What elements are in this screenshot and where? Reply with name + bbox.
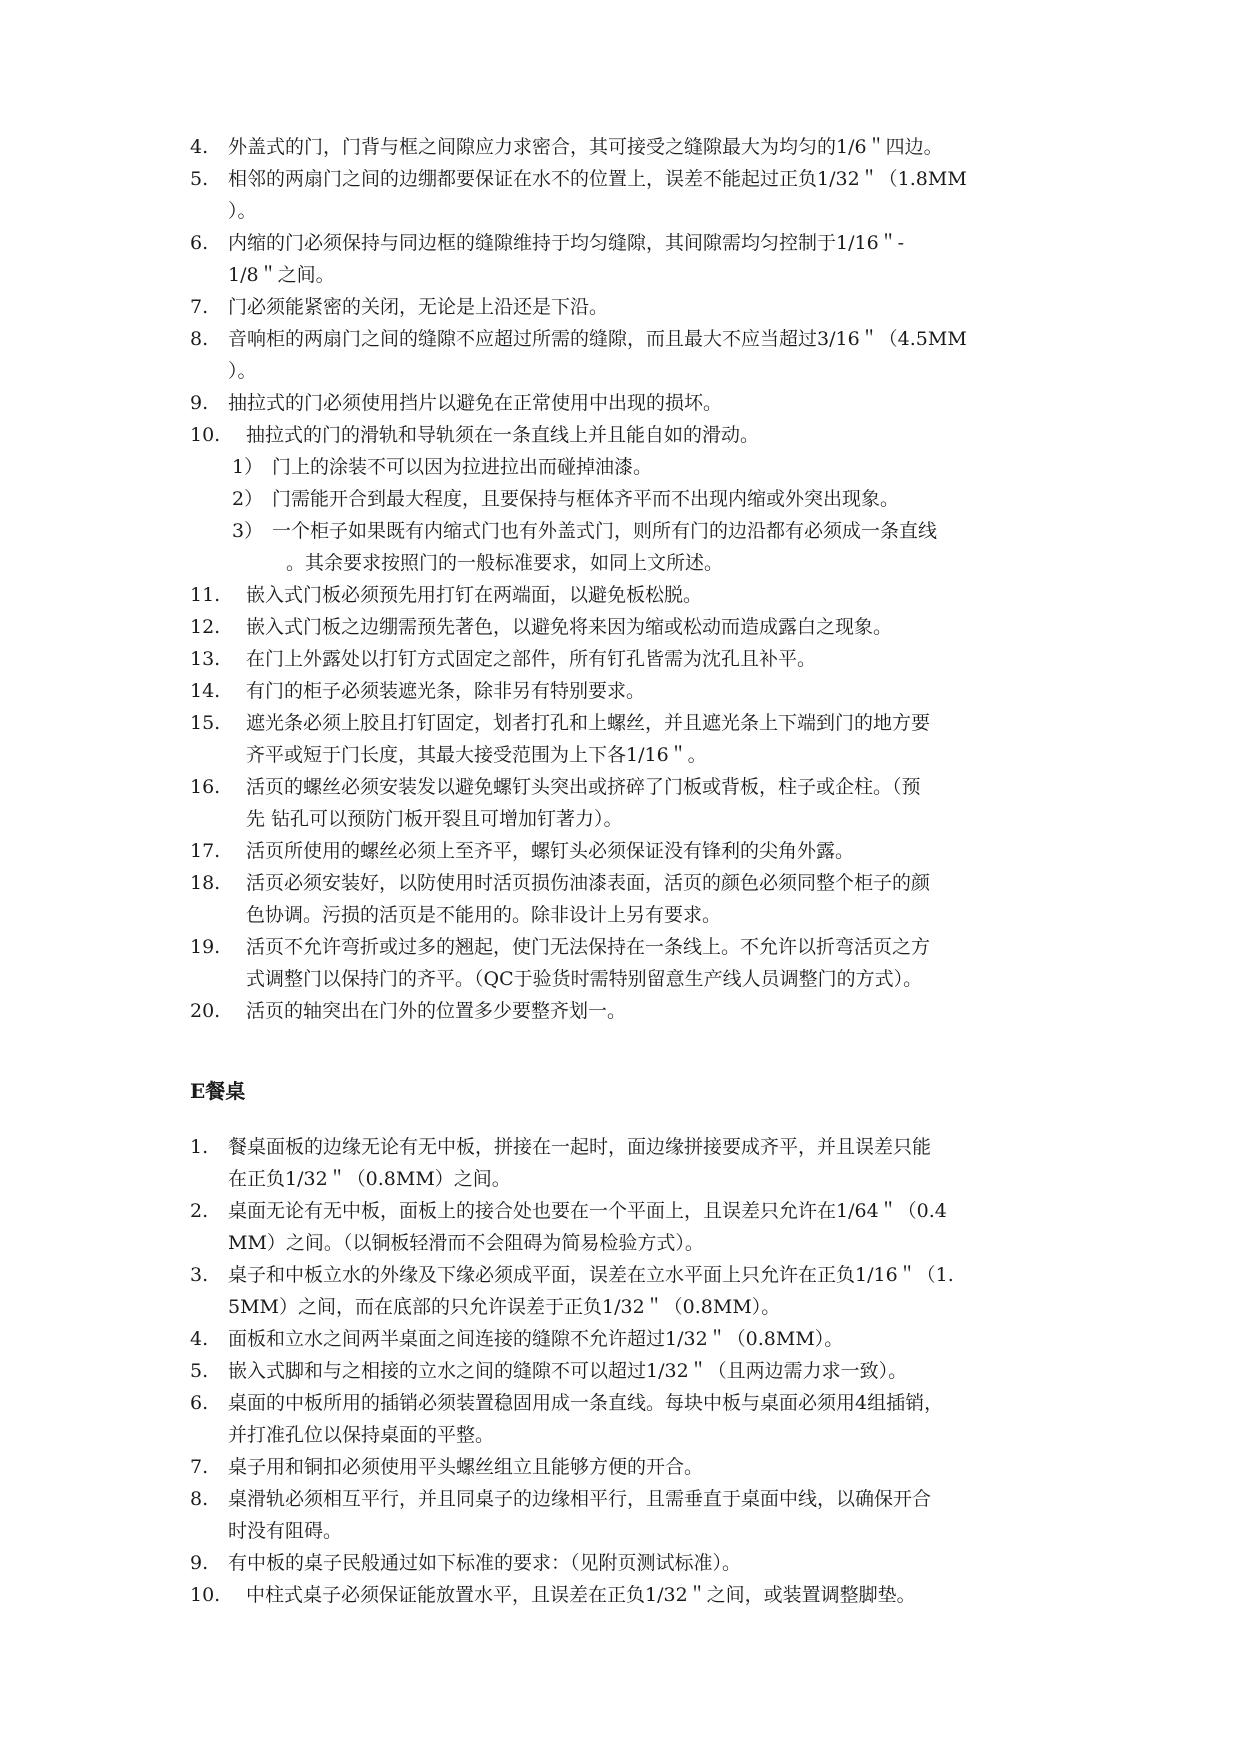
item-text: 内缩的门必须保持与同边框的缝隙维持于均匀缝隙，其间隙需均匀控制于1/16＂- xyxy=(228,232,905,254)
item-text-continued: ）。 xyxy=(228,360,257,382)
item-number: 10. xyxy=(190,424,221,446)
item-text: 抽拉式的门必须使用挡片以避免在正常使用中出现的损坏。 xyxy=(228,392,723,414)
item-number: 9. xyxy=(190,1552,209,1574)
list-item xyxy=(190,1323,1088,1355)
item-number: 14. xyxy=(190,680,221,702)
item-text: 嵌入式门板之边绷需预先著色，以避免将来因为缩或松动而造成露白之现象。 xyxy=(246,616,893,638)
list-item xyxy=(190,291,1088,323)
sub-item-text-continued: 。其余要求按照门的一般标准要求，如同上文所述。 xyxy=(286,552,724,574)
list-item xyxy=(190,931,1106,995)
item-number: 11. xyxy=(190,584,221,606)
item-text-continued: 先 钻孔可以预防门板开裂且可增加钉著力）。 xyxy=(246,808,623,830)
list-item xyxy=(190,1355,1088,1387)
list-item xyxy=(190,1579,1106,1611)
item-number: 15. xyxy=(190,712,221,734)
item-text: 桌子和中板立水的外缘及下缘必须成平面，误差在立水平面上只允许在正负1/16＂（1. xyxy=(228,1264,954,1286)
list-item xyxy=(190,675,1106,707)
list-item xyxy=(190,1451,1088,1483)
sliding-door-sub-list xyxy=(190,451,1088,579)
sub-item-number: 2） xyxy=(232,488,264,510)
item-text: 活页所使用的螺丝必须上至齐平，螺钉头必须保证没有锋利的尖角外露。 xyxy=(246,840,855,862)
dining-table-requirements-list xyxy=(190,1131,1106,1611)
list-item xyxy=(190,323,1088,387)
item-text: 门必须能紧密的关闭，无论是上沿还是下沿。 xyxy=(228,296,609,318)
list-item xyxy=(190,771,1106,835)
sub-list-item xyxy=(190,515,1088,579)
item-text: 活页的轴突出在门外的位置多少要整齐划一。 xyxy=(246,1000,627,1022)
item-number: 4. xyxy=(190,136,209,158)
item-text: 抽拉式的门的滑轨和导轨须在一条直线上并且能自如的滑动。 xyxy=(246,424,760,446)
section-title: E餐桌 xyxy=(190,1079,246,1103)
item-number: 10. xyxy=(190,1584,221,1606)
item-text: 桌面无论有无中板，面板上的接合处也要在一个平面上，且误差只允许在1/64＂（0.4 xyxy=(228,1200,947,1222)
item-number: 1. xyxy=(190,1136,209,1158)
item-number: 20. xyxy=(190,1000,221,1022)
item-text-continued: 齐平或短于门长度，其最大接受范围为上下各1/16＂。 xyxy=(246,744,707,766)
list-item xyxy=(190,1195,1088,1259)
item-text: 餐桌面板的边缘无论有无中板，拼接在一起时，面边缘拼接要成齐平，并且误差只能 xyxy=(228,1136,932,1158)
item-number: 2. xyxy=(190,1200,209,1222)
item-text-continued: 时没有阻碍。 xyxy=(228,1520,343,1542)
list-item xyxy=(190,227,1088,291)
item-text-continued: 5MM）之间，而在底部的只允许误差于正负1/32＂（0.8MM）。 xyxy=(228,1296,781,1318)
item-text-continued: 1/8＂之间。 xyxy=(228,264,335,286)
list-item xyxy=(190,643,1106,675)
item-number: 12. xyxy=(190,616,221,638)
sub-item-text: 门需能开合到最大程度，且要保持与框体齐平而不出现内缩或外突出现象。 xyxy=(272,488,900,510)
item-text-continued: ）。 xyxy=(228,200,257,222)
item-text: 面板和立水之间两半桌面之间连接的缝隙不允许超过1/32＂（0.8MM）。 xyxy=(228,1328,844,1350)
sub-item-number: 3） xyxy=(232,520,264,542)
item-number: 6. xyxy=(190,1392,209,1414)
list-item xyxy=(190,1131,1088,1195)
item-number: 9. xyxy=(190,392,209,414)
list-item xyxy=(190,387,1088,419)
item-text: 活页的螺丝必须安装发以避免螺钉头突出或挤碎了门板或背板，柱子或企柱。（预 xyxy=(246,776,921,798)
item-text: 桌子用和铜扣必须使用平头螺丝组立且能够方便的开合。 xyxy=(228,1456,704,1478)
item-number: 4. xyxy=(190,1328,209,1350)
sub-item-text: 门上的涂装不可以因为拉进拉出而碰掉油漆。 xyxy=(272,456,653,478)
item-number: 17. xyxy=(190,840,221,862)
item-text: 遮光条必须上胶且打钉固定，划者打孔和上螺丝，并且遮光条上下端到门的地方要 xyxy=(246,712,931,734)
sub-item-text: 一个柜子如果既有内缩式门也有外盖式门，则所有门的边沿都有必须成一条直线 xyxy=(272,520,938,542)
list-item xyxy=(190,995,1106,1027)
list-item xyxy=(190,1387,1088,1451)
item-number: 19. xyxy=(190,936,221,958)
item-text: 在门上外露处以打钉方式固定之部件，所有钉孔皆需为沈孔且补平。 xyxy=(246,648,817,670)
item-text: 有中板的桌子民般通过如下标准的要求：（见附页测试标准）。 xyxy=(228,1552,742,1574)
sub-list-item xyxy=(190,483,1088,515)
list-item xyxy=(190,419,1106,451)
item-text-continued: 并打准孔位以保持桌面的平整。 xyxy=(228,1424,495,1446)
item-number: 16. xyxy=(190,776,221,798)
list-item xyxy=(190,835,1106,867)
item-text: 活页不允许弯折或过多的翘起，使门无法保持在一条线上。不允许以折弯活页之方 xyxy=(246,936,931,958)
list-item xyxy=(190,163,1088,227)
item-number: 5. xyxy=(190,168,209,190)
item-text: 外盖式的门，门背与框之间隙应力求密合，其可接受之缝隙最大为均匀的1/6＂四边。 xyxy=(228,136,943,158)
item-text: 相邻的两扇门之间的边绷都要保证在水不的位置上，误差不能起过正负1/32＂（1.8MM xyxy=(228,168,967,190)
item-number: 6. xyxy=(190,232,209,254)
list-item xyxy=(190,867,1106,931)
list-item xyxy=(190,1259,1088,1323)
item-text: 活页必须安装好，以防使用时活页损伤油漆表面，活页的颜色必须同整个柜子的颜 xyxy=(246,872,931,894)
item-text: 桌面的中板所用的插销必须装置稳固用成一条直线。每块中板与桌面必须用4组插销， xyxy=(228,1392,944,1414)
list-item xyxy=(190,579,1106,611)
list-item xyxy=(190,1547,1088,1579)
item-text-continued: 在正负1/32＂（0.8MM）之间。 xyxy=(228,1168,511,1190)
list-item xyxy=(190,707,1106,771)
item-text: 嵌入式门板必须预先用打钉在两端面，以避免板松脱。 xyxy=(246,584,703,606)
item-text-continued: MM）之间。（以铜板轻滑而不会阻碍为简易检验方式）。 xyxy=(228,1232,704,1254)
item-text-continued: 色协调。污损的活页是不能用的。除非设计上另有要求。 xyxy=(246,904,722,926)
item-number: 18. xyxy=(190,872,221,894)
item-number: 8. xyxy=(190,1488,209,1510)
sub-list-item xyxy=(190,451,1088,483)
list-item xyxy=(190,611,1106,643)
list-item xyxy=(190,1483,1088,1547)
item-text: 中柱式桌子必须保证能放置水平，且误差在正负1/32＂之间，或装置调整脚垫。 xyxy=(246,1584,916,1606)
item-text: 嵌入式脚和与之相接的立水之间的缝隙不可以超过1/32＂（且两边需力求一致）。 xyxy=(228,1360,908,1382)
list-item xyxy=(190,131,1088,163)
door-requirements-list-continued xyxy=(190,579,1106,1027)
item-text-continued: 式调整门以保持门的齐平。（QC于验货时需特别留意生产线人员调整门的方式）。 xyxy=(246,968,923,990)
item-number: 13. xyxy=(190,648,221,670)
item-number: 7. xyxy=(190,296,209,318)
item-number: 7. xyxy=(190,1456,209,1478)
item-text: 有门的柜子必须装遮光条，除非另有特别要求。 xyxy=(246,680,646,702)
sub-item-number: 1） xyxy=(232,456,264,478)
item-number: 3. xyxy=(190,1264,209,1286)
item-number: 8. xyxy=(190,328,209,350)
item-number: 5. xyxy=(190,1360,209,1382)
item-text: 桌滑轨必须相互平行，并且同桌子的边缘相平行，且需垂直于桌面中线，以确保开合 xyxy=(228,1488,932,1510)
door-requirements-list xyxy=(190,131,1106,451)
item-text: 音响柜的两扇门之间的缝隙不应超过所需的缝隙，而且最大不应当超过3/16＂（4.5MM xyxy=(228,328,967,350)
